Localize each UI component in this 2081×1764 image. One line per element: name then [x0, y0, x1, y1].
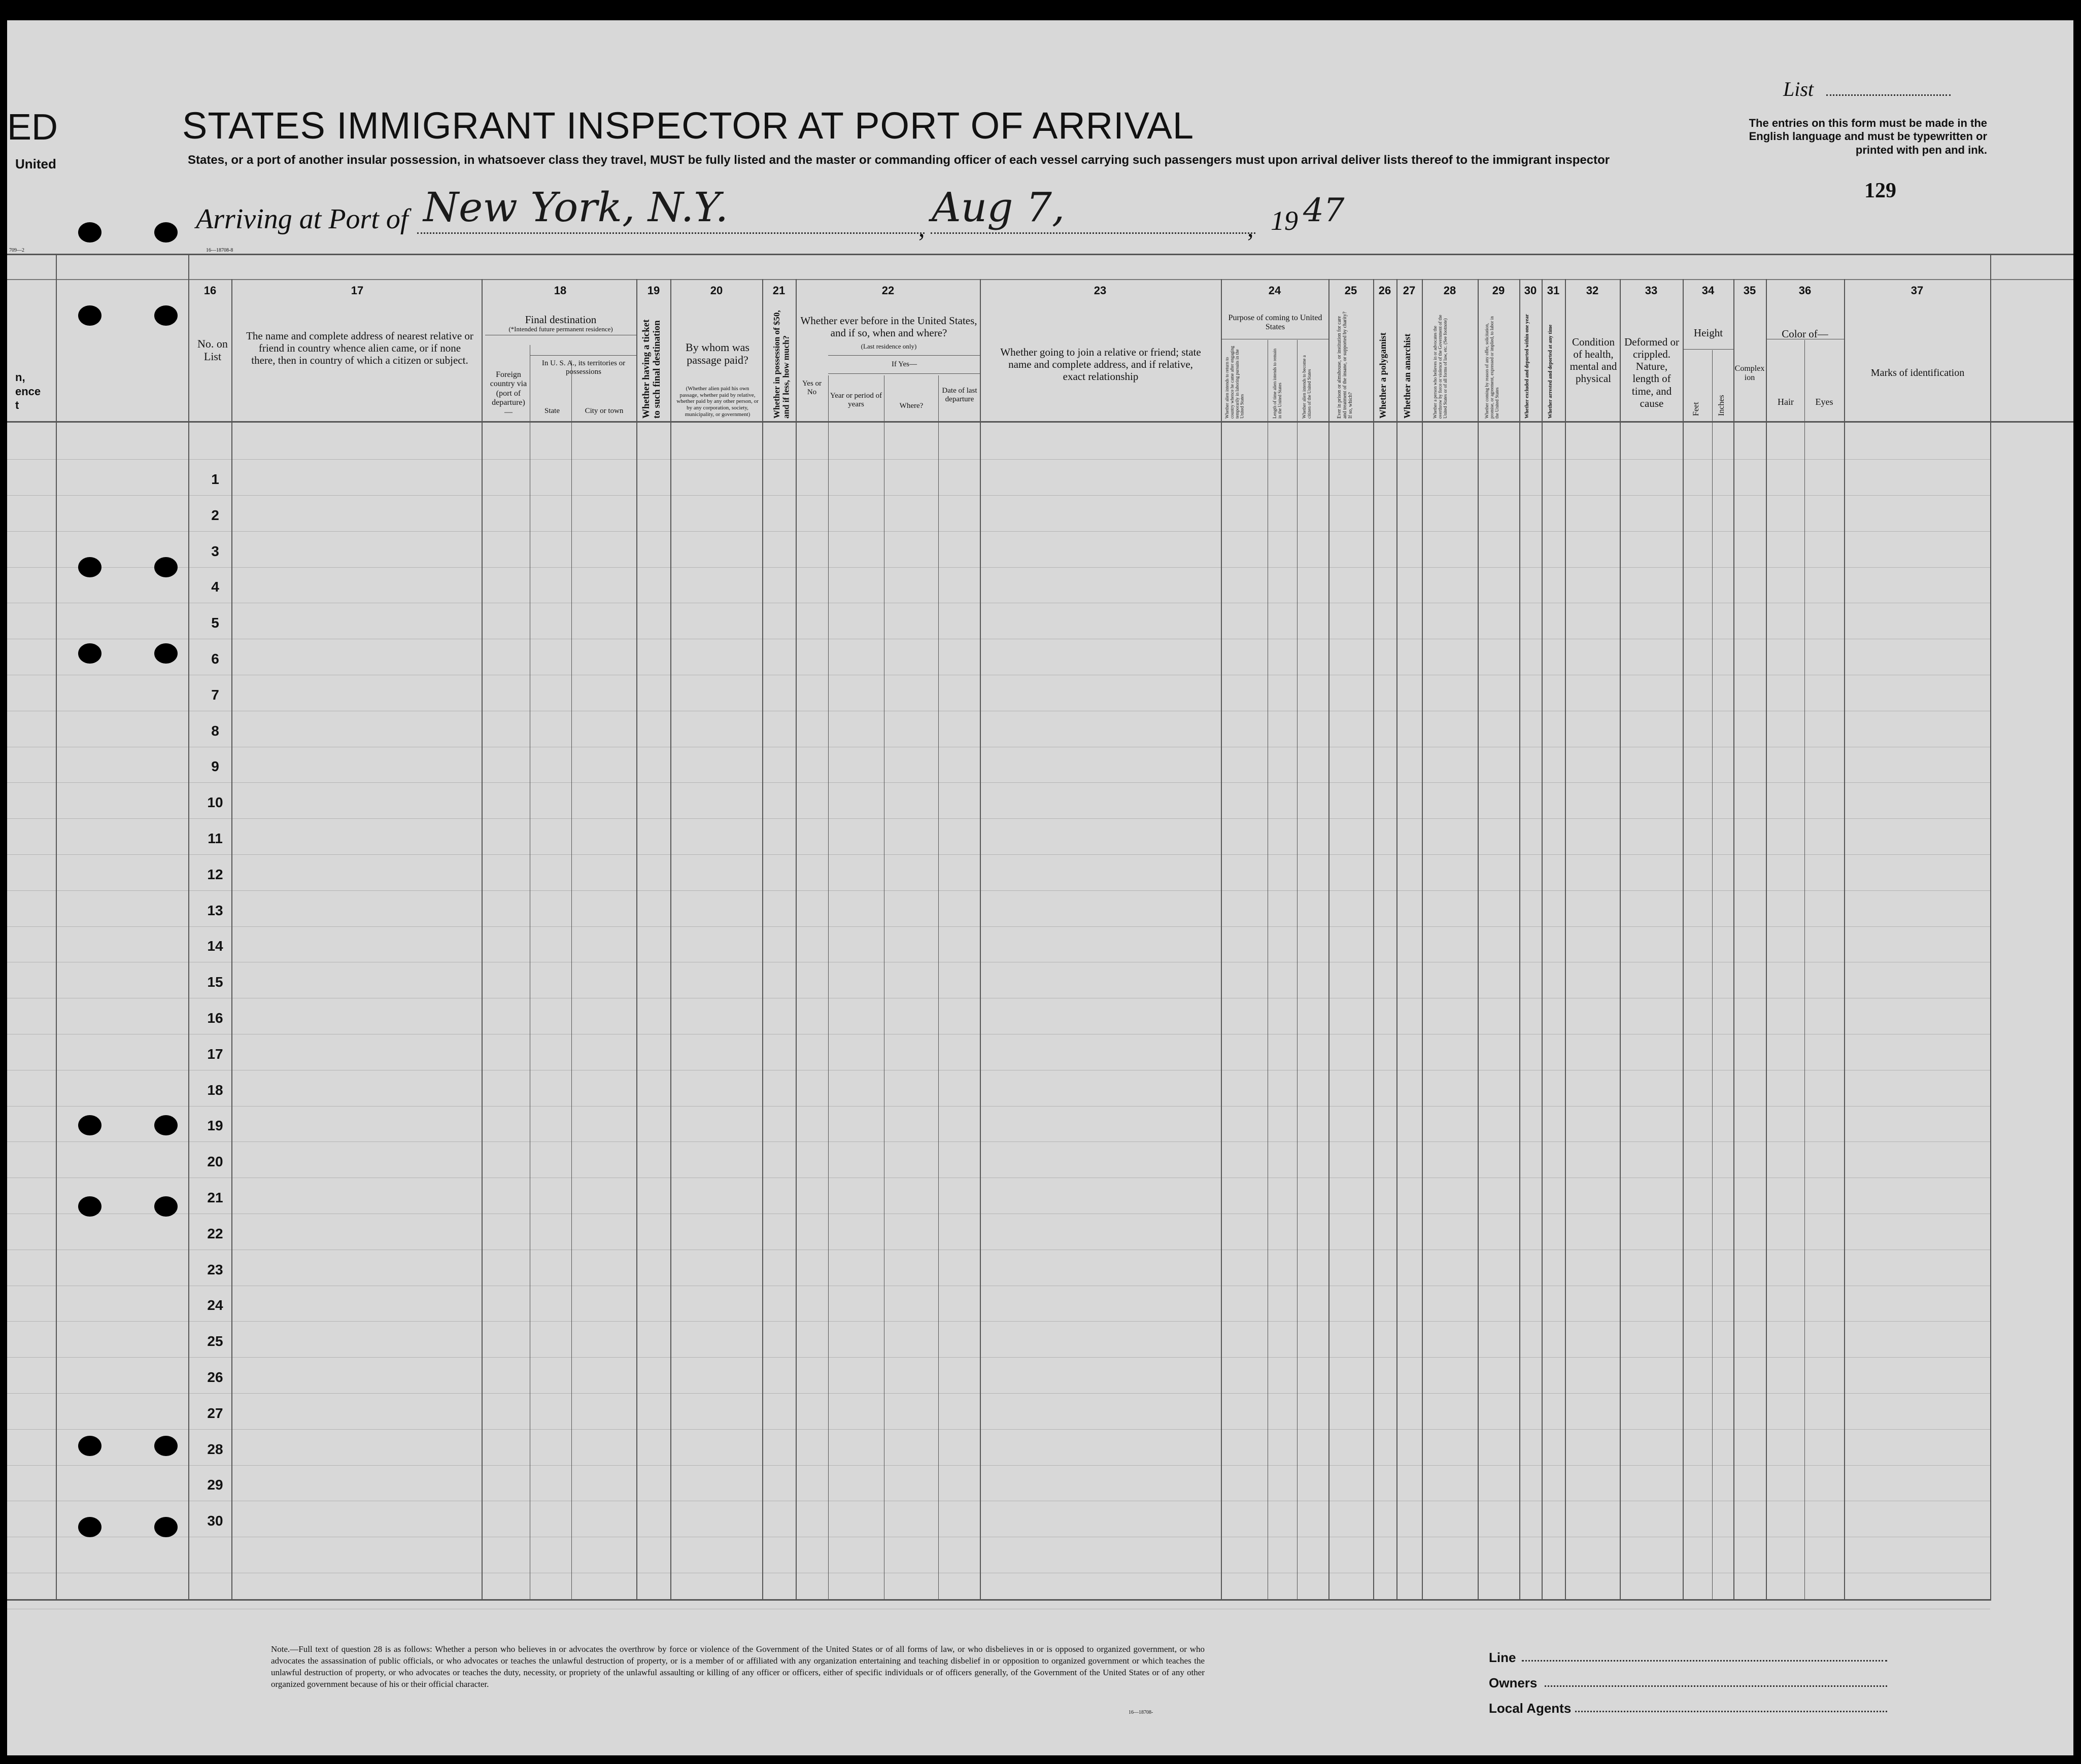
header-excluded: Whether excluded and deported within one year	[1524, 314, 1530, 419]
header-join-relative: Whether going to join a relative or friend; state name and complete address, and if relative, exact relationship	[1000, 346, 1201, 383]
port-handwritten: New York, N.Y.	[423, 184, 729, 231]
header-ticket: Whether having a ticket to such final destination	[641, 319, 662, 419]
header-overthrow: Whether a person who believes in or advocates the overthrow by force or violence of the Government of the United States or of all forms of law, etc. (See footnote)	[1432, 315, 1448, 419]
header-year-period: Year or period of years	[830, 392, 882, 409]
column-divider	[1712, 350, 1713, 1601]
list-label: List	[1783, 78, 1814, 100]
header-purpose-b: Length of time alien intends to remain in the United States	[1272, 349, 1282, 419]
header-purpose-a: Whether alien intends to return to country whence he came after engaging temporarily in laboring pursuits in the United States	[1224, 345, 1245, 419]
header-complexion: Complexion	[1734, 364, 1765, 383]
punch-hole	[154, 643, 178, 664]
line-field	[1522, 1660, 1887, 1662]
row-number: 18	[207, 1082, 223, 1098]
header-passage-paid-sub: (Whether alien paid his own passage, whether paid by relative, whether paid by any other person, or by any corporation, society, municipality, or government)	[676, 386, 759, 418]
column-divider	[980, 279, 981, 1601]
row-line	[7, 1429, 1990, 1430]
row-line	[7, 890, 1990, 891]
date-line	[931, 232, 1255, 234]
punch-hole	[154, 1196, 178, 1217]
row-number: 23	[207, 1261, 223, 1277]
header-offer-labor: Whether coming by reason of any offer, solicitation, promise, or agreement, expressed or implied, to labor in the United States	[1484, 316, 1499, 419]
row-number: 9	[211, 758, 219, 775]
row-number: 24	[207, 1297, 223, 1313]
header-if-yes: If Yes—	[891, 360, 917, 368]
footnote-code: 16—18708-	[1129, 1710, 1153, 1715]
arriving-label: Arriving at Port of	[196, 203, 408, 235]
punch-hole	[78, 557, 101, 577]
column-divider	[1328, 279, 1329, 1601]
header-health: Condition of health, mental and physical	[1570, 336, 1617, 385]
header-date-departure: Date of last departure	[942, 387, 977, 404]
column-number-16: 16	[203, 284, 217, 297]
column-divider	[1373, 279, 1374, 1601]
row-number: 20	[207, 1154, 223, 1170]
manifest-sheet	[7, 20, 2073, 1755]
column-number-19: 19	[647, 284, 660, 297]
row-number: 22	[207, 1225, 223, 1241]
column-divider	[1733, 279, 1734, 1601]
row-number: 8	[211, 722, 219, 739]
column-divider	[670, 279, 671, 1601]
header-city: City or town	[585, 407, 624, 415]
list-number-line	[1826, 94, 1951, 96]
header-nearest-relative: The name and complete address of nearest relative or friend in country whence alien came, or if none there, then in country of which a citizen or subject.	[246, 330, 473, 367]
row-line	[7, 567, 1990, 568]
row-line	[7, 854, 1990, 855]
form-title: STATES IMMIGRANT INSPECTOR AT PORT OF ARRIVAL	[182, 105, 1195, 147]
row-number: 11	[208, 831, 223, 846]
table-bottom-rule	[7, 1599, 1991, 1601]
row-line	[7, 1393, 1990, 1394]
punch-hole	[78, 305, 101, 326]
header-rule	[7, 254, 2073, 255]
punch-hole	[78, 1517, 101, 1537]
column-number-rule	[7, 279, 2073, 280]
header-foreign-country: Foreign country via (port of departure)—	[490, 370, 527, 417]
column-divider	[828, 375, 829, 1601]
row-line	[7, 926, 1990, 927]
year-prefix: 19	[1271, 205, 1298, 236]
column-divider	[796, 279, 797, 1601]
column-number-25: 25	[1344, 284, 1357, 297]
subheader-rule	[1683, 349, 1733, 350]
column-number-31: 31	[1547, 284, 1560, 297]
header-final-destination-sub: (*Intended future permanent residence)	[508, 325, 613, 333]
header-deformed: Deformed or crippled. Nature, length of time, and cause	[1624, 336, 1679, 409]
comma: ,	[918, 214, 925, 242]
header-color-of: Color of—	[1782, 328, 1828, 340]
row-number: 12	[207, 866, 223, 882]
header-prison: Ever in prison or almshouse, or institution for care and treatment of the insane, or supported by charity? If so, which?	[1337, 312, 1353, 419]
column-number-26: 26	[1378, 284, 1391, 297]
header-inches: Inches	[1717, 395, 1726, 416]
left-margin-fragment: n, ence t	[15, 371, 41, 411]
header-anarchist: Whether an anarchist	[1402, 333, 1412, 419]
footnote-question-28: Note.—Full text of question 28 is as follows: Whether a person who believes in or advocates the overthrow by force or violence of the Government of the United States or of all forms of law, or who disbelieves in or is opposed to organized government, or who advocates the assassination of public officials, or who advocates or teaches the unlawful destruction of property, or is a member of or affiliated with any organization entertaining and teaching disbelief in or opposition to organized government or which teaches the unlawful destruction of property, or who advocates or teaches the duty, necessity, or propriety of the unlawful assaulting or killing of any officer or officers, either of specific individuals or of officers generally, of the Government of the United States or of any other organized government because of his or their official character.	[271, 1644, 1205, 1689]
header-final-destination: Final destination	[525, 314, 597, 326]
header-arrested: Whether arrested and deported at any time	[1548, 324, 1553, 419]
row-line	[7, 1357, 1990, 1358]
punch-hole	[78, 643, 101, 664]
row-number: 4	[211, 579, 219, 595]
punch-hole	[154, 1436, 178, 1456]
row-number: 28	[207, 1441, 223, 1457]
row-number: 30	[207, 1513, 223, 1529]
date-handwritten: Aug 7,	[932, 184, 1065, 231]
header-yes-or-no: Yes or No	[802, 379, 822, 397]
subheader-rule	[828, 355, 980, 356]
column-divider	[482, 279, 483, 1601]
header-ever-before: Whether ever before in the United States, and if so, when and where?	[800, 315, 977, 339]
row-number: 29	[207, 1477, 223, 1493]
header-polygamist: Whether a polygamist	[1378, 332, 1388, 419]
owners-label: Owners	[1489, 1675, 1538, 1690]
local-agents-field	[1575, 1711, 1887, 1712]
punch-hole	[78, 1196, 101, 1217]
column-number-35: 35	[1743, 284, 1756, 297]
column-number-29: 29	[1492, 284, 1505, 297]
left-margin-united: United	[15, 156, 56, 171]
punch-hole	[154, 305, 178, 326]
row-number: 25	[207, 1333, 223, 1350]
column-divider	[1565, 279, 1566, 1601]
column-divider	[1221, 279, 1222, 1601]
subheader-rule	[530, 355, 636, 356]
column-divider	[1990, 254, 1991, 1601]
column-divider	[938, 375, 939, 1601]
subheader-rule	[828, 373, 980, 374]
column-divider	[636, 279, 637, 1601]
column-divider	[1396, 279, 1397, 1601]
column-divider	[1804, 340, 1805, 1601]
row-line	[7, 459, 1990, 460]
column-number-21: 21	[772, 284, 786, 297]
column-number-18: 18	[554, 284, 567, 297]
left-form-code: 709—2	[9, 248, 24, 253]
row-number: 2	[211, 507, 219, 523]
column-header-rule	[7, 421, 2073, 423]
column-number-32: 32	[1586, 284, 1599, 297]
row-number: 19	[207, 1118, 223, 1134]
row-line	[7, 818, 1990, 819]
row-number: 15	[207, 974, 223, 990]
column-number-28: 28	[1443, 284, 1456, 297]
column-divider	[1519, 279, 1520, 1601]
punch-hole	[154, 1115, 178, 1135]
header-purpose: Purpose of coming to United States	[1228, 314, 1322, 332]
column-divider	[571, 360, 572, 1601]
column-number-22: 22	[881, 284, 895, 297]
row-number: 26	[207, 1369, 223, 1385]
entries-note: The entries on this form must be made in the English language and must be typewritten or printed with pen and ink.	[1749, 117, 1987, 156]
header-last-residence: (Last residence only)	[861, 342, 917, 350]
row-line	[7, 531, 1990, 532]
column-number-23: 23	[1094, 284, 1107, 297]
row-number: 21	[207, 1190, 223, 1205]
line-label: Line	[1489, 1650, 1516, 1665]
column-divider	[1844, 279, 1845, 1601]
row-line	[7, 1465, 1990, 1466]
header-passage-paid: By whom was passage paid?	[686, 341, 749, 367]
left-margin-title-fragment: ED	[7, 107, 58, 148]
row-number: 10	[207, 794, 223, 811]
row-line	[7, 495, 1990, 496]
column-divider	[188, 254, 189, 1601]
column-number-20: 20	[710, 284, 723, 297]
row-number: 6	[211, 651, 219, 667]
column-divider	[1478, 279, 1479, 1601]
column-divider	[1422, 279, 1423, 1601]
row-line	[7, 1321, 1990, 1322]
column-divider	[56, 254, 57, 1601]
row-number: 16	[207, 1010, 223, 1026]
header-purpose-c: Whether alien intends to become a citizen of the United States	[1302, 355, 1312, 419]
row-number: 3	[211, 543, 219, 559]
row-number: 1	[211, 471, 219, 487]
header-possession-50: Whether in possession of $50, and if less, how much?	[772, 310, 791, 419]
header-state: State	[544, 407, 560, 415]
column-divider	[762, 279, 763, 1601]
column-number-33: 33	[1645, 284, 1658, 297]
punch-hole	[154, 1517, 178, 1537]
column-number-36: 36	[1798, 284, 1812, 297]
year-handwritten: 47	[1303, 192, 1345, 229]
header-where: Where?	[899, 402, 924, 410]
row-number: 5	[211, 615, 219, 631]
row-number: 27	[207, 1405, 223, 1421]
punch-hole	[78, 1115, 101, 1135]
comma: ,	[1247, 214, 1254, 242]
header-feet: Feet	[1692, 402, 1700, 416]
row-number: 13	[207, 902, 223, 918]
column-number-17: 17	[351, 284, 364, 297]
header-hair: Hair	[1778, 397, 1794, 407]
column-divider	[1297, 340, 1298, 1601]
owners-field	[1545, 1685, 1887, 1687]
column-divider	[1542, 279, 1543, 1601]
row-number: 14	[207, 938, 223, 954]
column-number-34: 34	[1701, 284, 1715, 297]
page-number: 129	[1864, 179, 1896, 202]
header-eyes: Eyes	[1815, 397, 1833, 407]
punch-hole	[78, 1436, 101, 1456]
header-marks: Marks of identification	[1870, 367, 1965, 378]
row-line	[7, 782, 1990, 783]
port-line	[417, 232, 925, 234]
column-number-24: 24	[1268, 284, 1281, 297]
column-number-27: 27	[1403, 284, 1416, 297]
row-number: 7	[211, 686, 219, 703]
column-divider	[1766, 279, 1767, 1601]
local-agents-label: Local Agents	[1489, 1701, 1572, 1716]
form-subtitle: States, or a port of another insular possession, in whatsoever class they travel, MUST be fully listed and the master or commanding officer of each vessel carrying such passengers must upon arrival deliver lists thereof to the immigrant inspector	[188, 153, 1610, 167]
punch-hole	[154, 557, 178, 577]
row-number: 17	[207, 1046, 223, 1062]
punch-hole	[154, 222, 178, 243]
header-no-on-list: No. on List	[197, 337, 228, 363]
column-divider	[1620, 279, 1621, 1601]
punch-hole	[78, 222, 101, 243]
header-height: Height	[1693, 327, 1723, 339]
column-number-37: 37	[1911, 284, 1924, 297]
column-divider	[1683, 279, 1684, 1601]
sheet-code: 16—18708-8	[206, 248, 233, 253]
header-in-usa: In U. S. A., its territories or possessions	[541, 359, 626, 376]
column-number-30: 30	[1524, 284, 1537, 297]
